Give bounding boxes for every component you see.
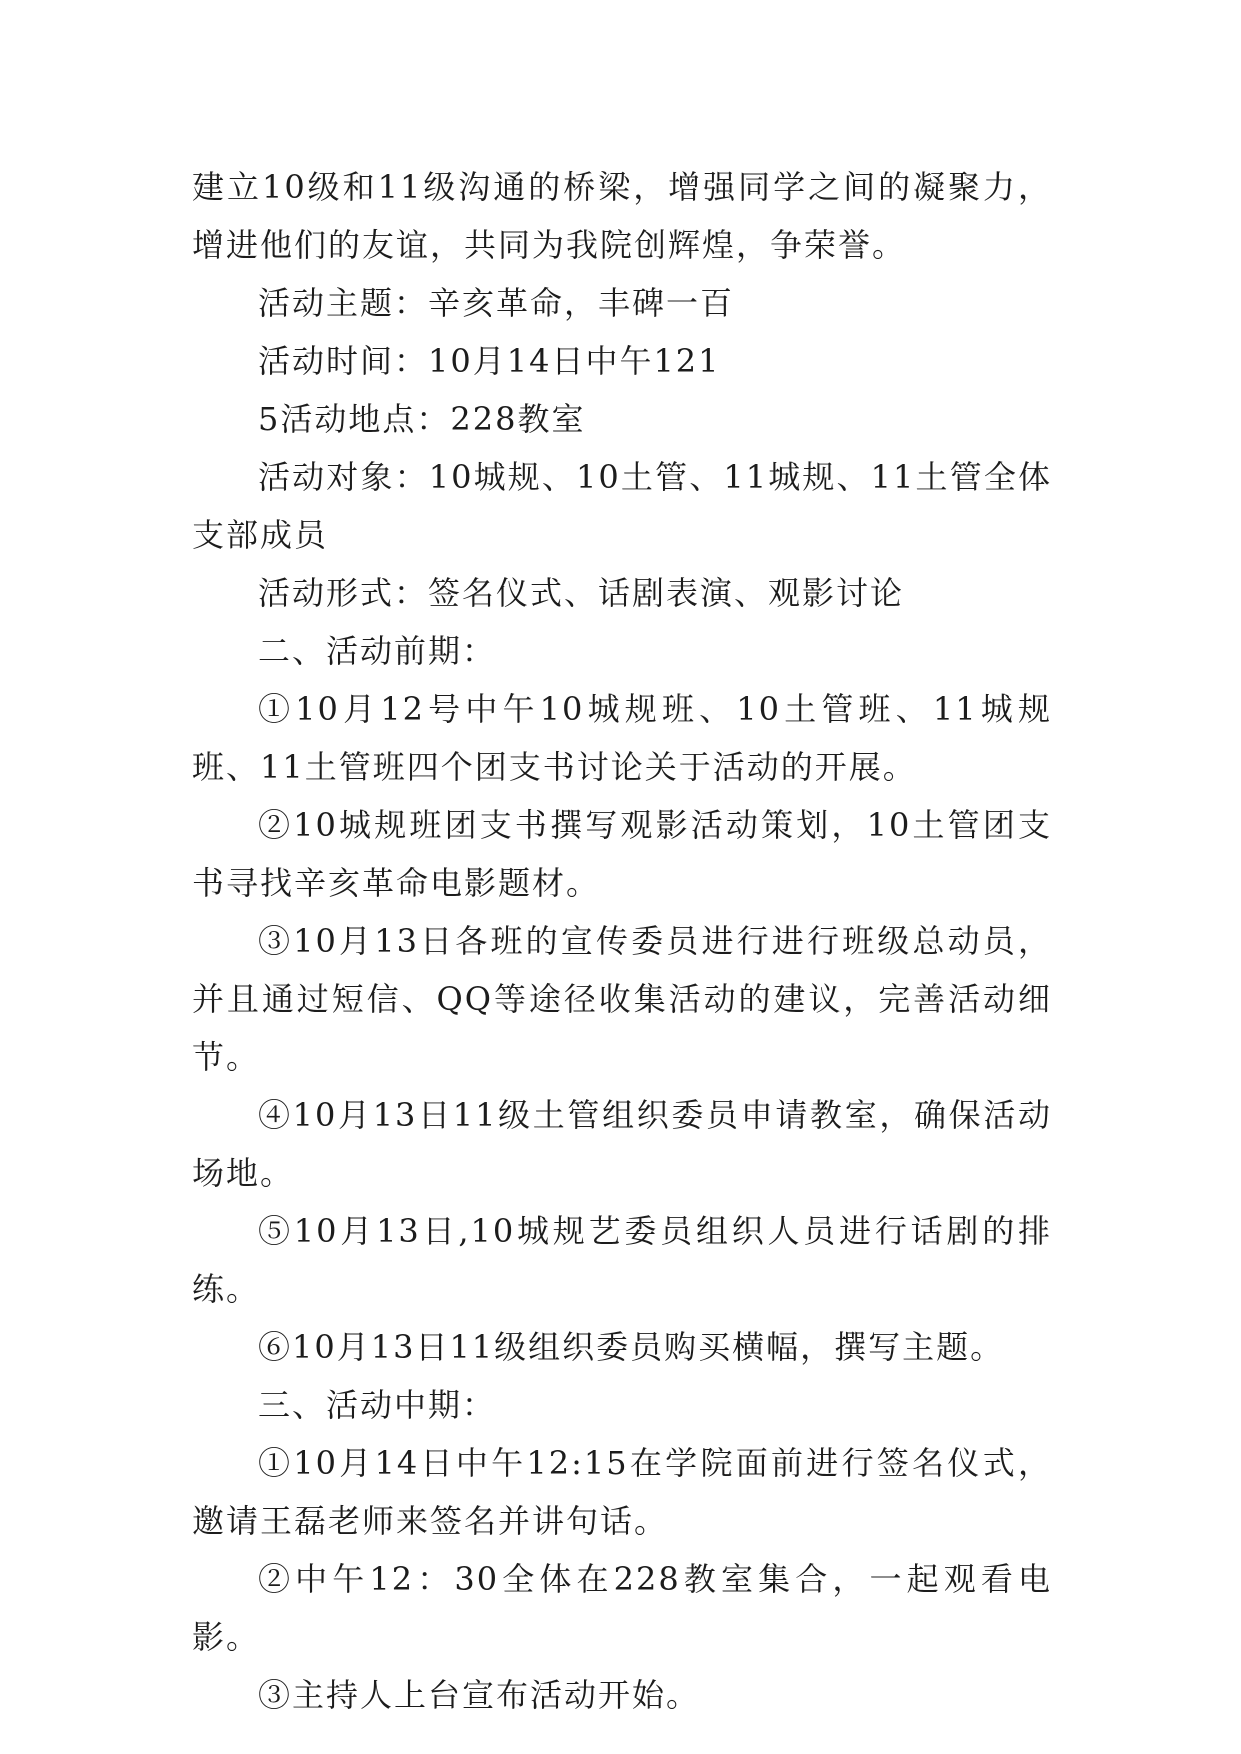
paragraph-activity-participants: 活动对象：10城规、10土管、11城规、11土管全体支部成员	[192, 458, 1052, 554]
list-item-mid-1: ①10月14日中午12:15在学院面前进行签名仪式，邀请王磊老师来签名并讲句话。	[192, 1444, 1052, 1540]
list-item-mid-3: ③主持人上台宣布活动开始。	[258, 1676, 701, 1714]
list-item-pre-6: ⑥10月13日11级组织委员购买横幅，撰写主题。	[258, 1328, 1005, 1366]
section-heading-mid-activity: 三、活动中期：	[258, 1386, 497, 1424]
paragraph-activity-location: 5活动地点：228教室	[258, 400, 586, 438]
paragraph-intro-continuation: 建立10级和11级沟通的桥梁，增强同学之间的凝聚力，增进他们的友谊，共同为我院创辉煌，争荣誉。	[192, 168, 1052, 264]
list-item-pre-4: ④10月13日11级土管组织委员申请教室，确保活动场地。	[192, 1096, 1052, 1192]
paragraph-activity-format: 活动形式：签名仪式、话剧表演、观影讨论	[258, 574, 905, 612]
document-body	[192, 158, 1052, 1724]
section-heading-pre-activity: 二、活动前期：	[258, 632, 497, 670]
paragraph-activity-time: 活动时间：10月14日中午121	[258, 342, 721, 380]
paragraph-activity-theme: 活动主题：辛亥革命，丰碑一百	[258, 284, 735, 322]
list-item-pre-1: ①10月12号中午10城规班、10土管班、11城规班、11土管班四个团支书讨论关于活动的开展。	[192, 690, 1052, 786]
list-item-pre-3: ③10月13日各班的宣传委员进行进行班级总动员，并且通过短信、QQ等途径收集活动的建议，完善活动细节。	[192, 922, 1052, 1076]
list-item-pre-2: ②10城规班团支书撰写观影活动策划，10土管团支书寻找辛亥革命电影题材。	[192, 806, 1052, 902]
list-item-pre-5: ⑤10月13日,10城规艺委员组织人员进行话剧的排练。	[192, 1212, 1052, 1308]
list-item-mid-2: ②中午12：30全体在228教室集合，一起观看电影。	[192, 1560, 1052, 1656]
